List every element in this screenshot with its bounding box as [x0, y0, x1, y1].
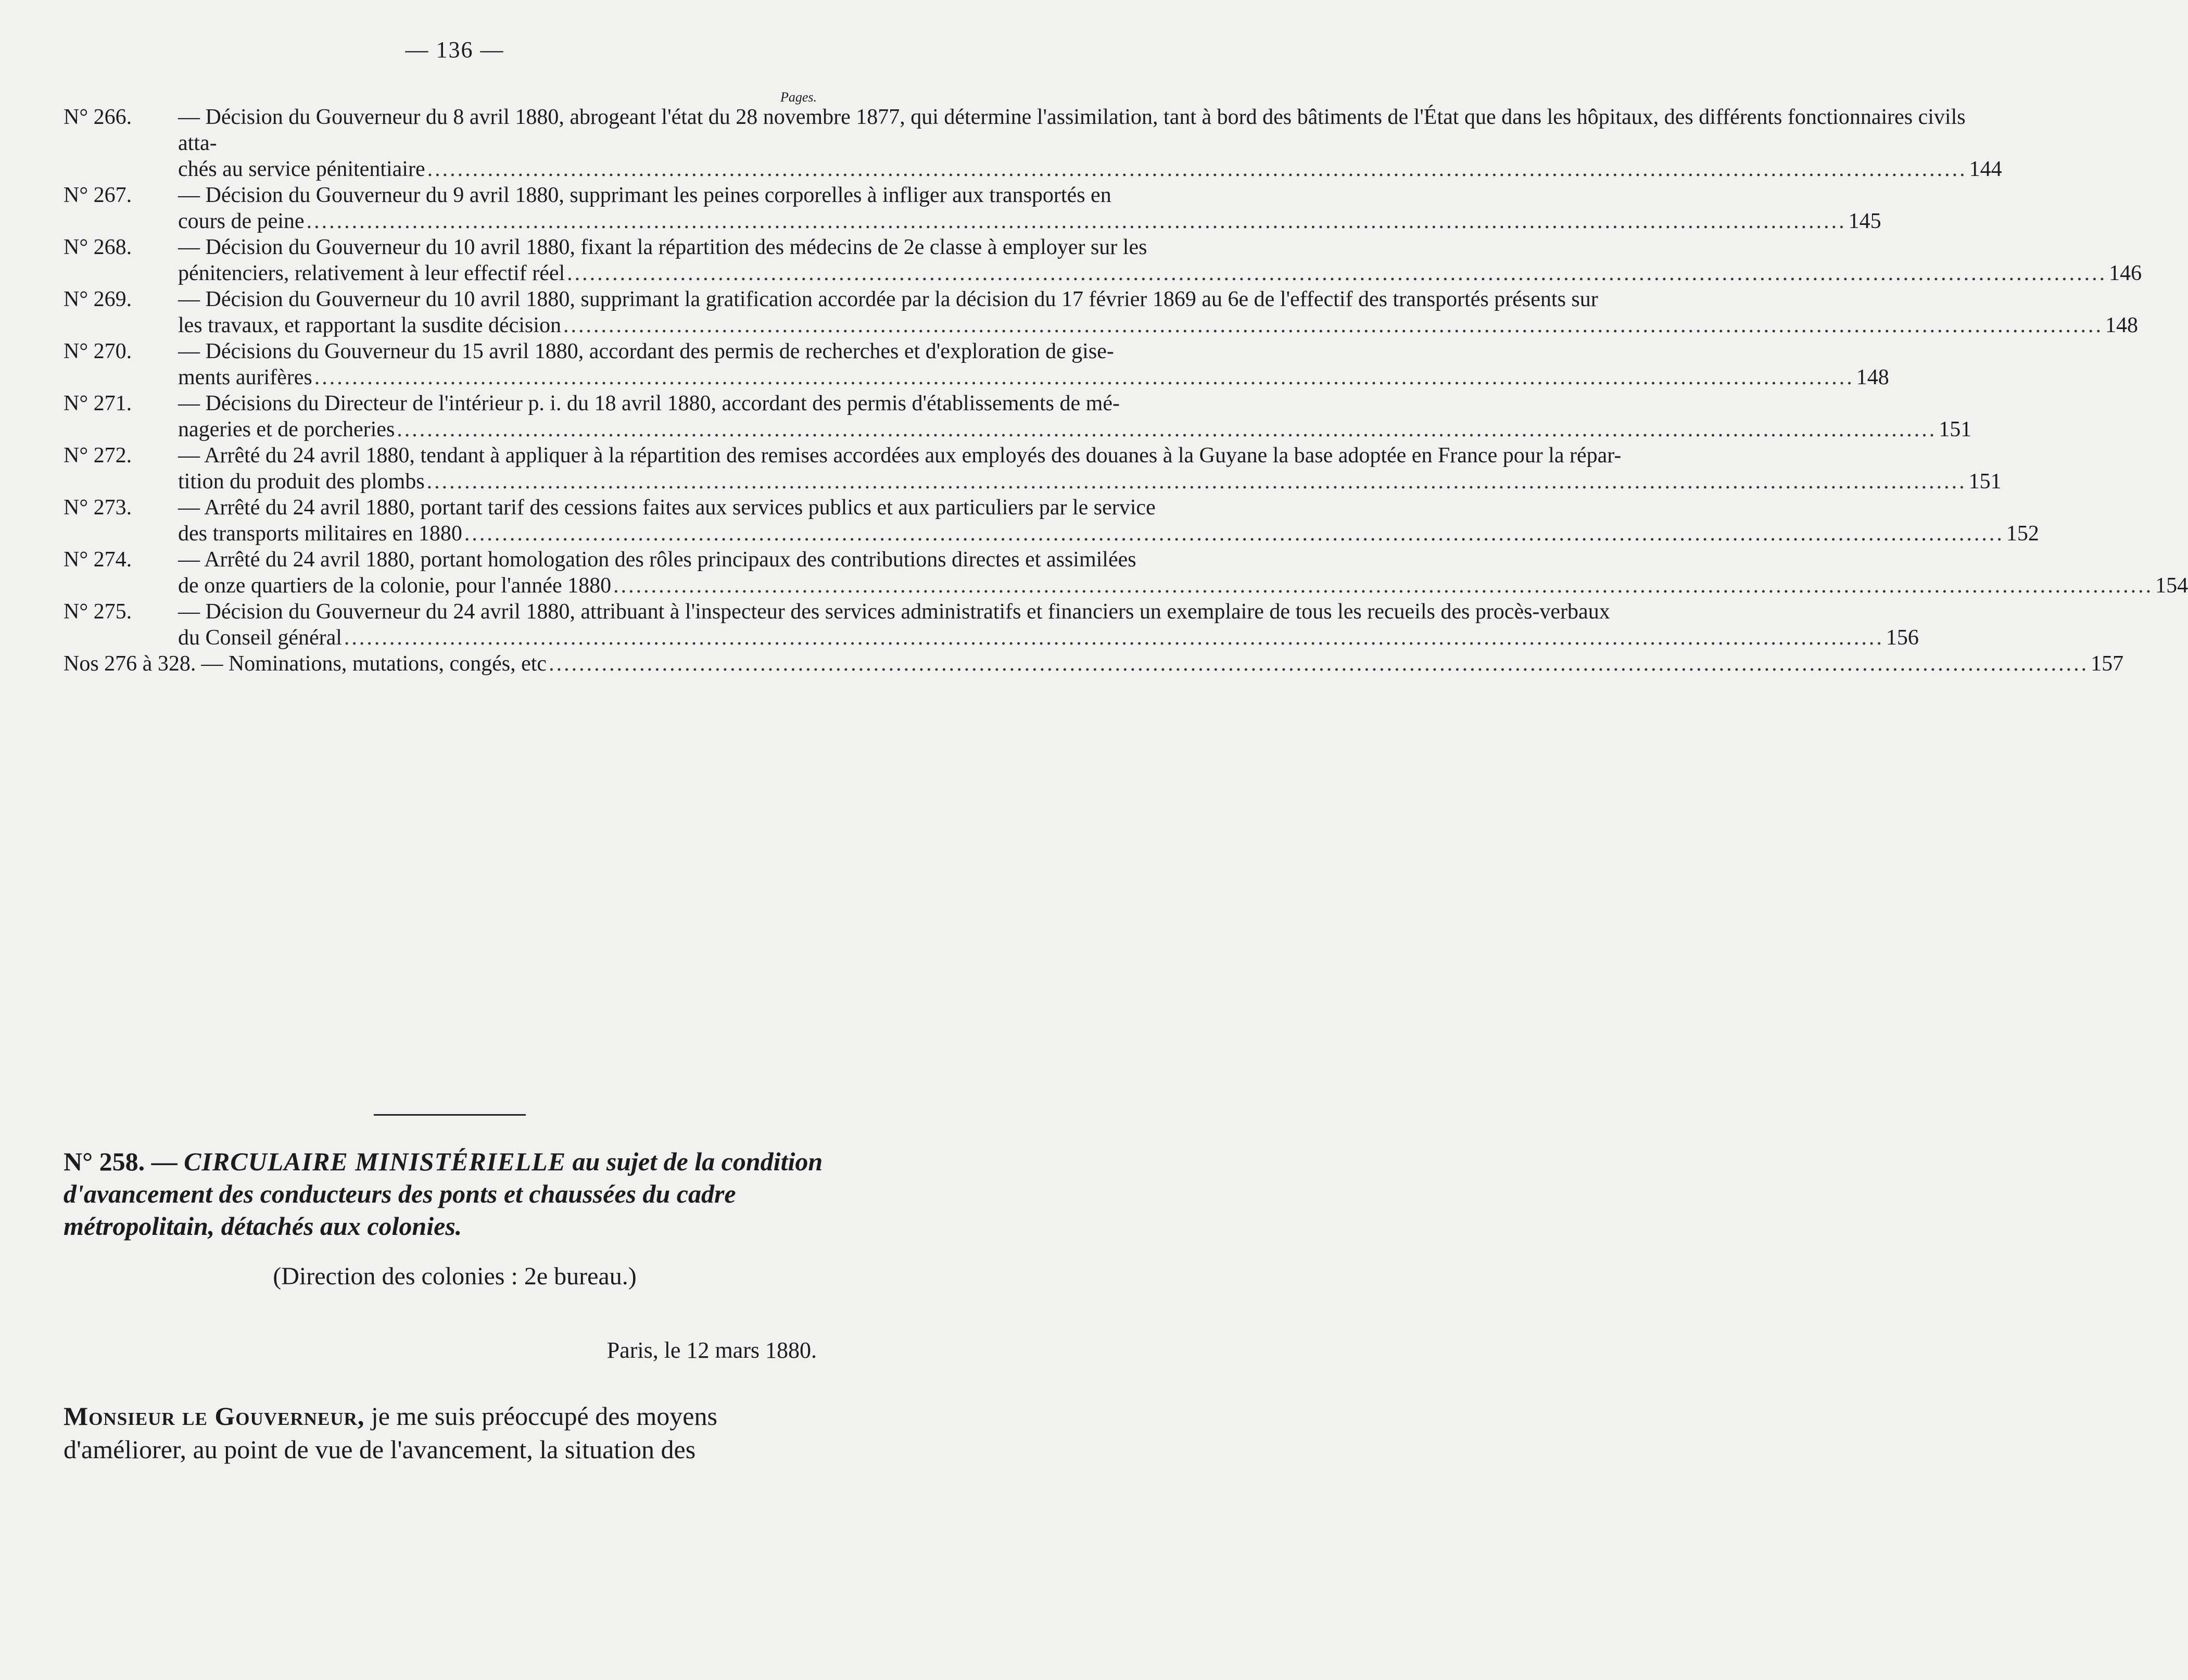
toc-entry: [64, 443, 2002, 495]
salutation: Monsieur le Gouverneur,: [64, 1401, 365, 1431]
toc-entry-body: [178, 286, 2138, 338]
toc-entry-page: 154: [2155, 574, 2188, 598]
toc-entry-number: N° 266.: [64, 105, 132, 129]
toc-entry-text: — Décisions du Directeur de l'intérieur p. i. du 18 avril 1880, accordant des permis d'établissements de mé-: [178, 391, 1120, 415]
dot-leader: [427, 156, 1967, 182]
dot-leader: [613, 573, 2153, 599]
pages-column-label: Pages.: [780, 90, 817, 105]
toc-entry-lastline: [178, 416, 1971, 443]
toc-entry-number: N° 272.: [64, 444, 132, 468]
dot-leader: [563, 312, 2103, 338]
toc-entry-page: 148: [1856, 365, 1889, 389]
toc-entry-page: 145: [1848, 209, 1881, 233]
toc-entry-text: — Décision du Gouverneur du 10 avril 1880, fixant la répartition des médecins de 2e classe à employer sur les: [178, 235, 1147, 259]
dot-leader: [567, 260, 2107, 286]
letter-text: je me suis préoccupé des moyens d'améliorer, au point de vue de l'avancement, la situation des: [64, 1401, 717, 1464]
toc-entry-page: 156: [1886, 626, 1919, 650]
article-separator: —: [145, 1147, 184, 1176]
toc-entry-lastline-text: des transports militaires en 1880: [178, 522, 462, 546]
toc-entry-lastline-text: tition du produit des plombs: [178, 470, 425, 494]
toc-entry-page: 146: [2109, 261, 2142, 285]
article-type: CIRCULAIRE MINISTÉRIELLE: [184, 1147, 566, 1176]
toc-entry-lastline: [178, 156, 2002, 182]
toc-entry-text: — Arrêté du 24 avril 1880, portant tarif des cessions faites aux services publics et aux particuliers par le service: [178, 496, 1156, 520]
toc-entry-body: [201, 651, 2123, 677]
toc-entry-lastline-text: pénitenciers, relativement à leur effectif réel: [178, 261, 565, 285]
table-of-contents: [64, 104, 2188, 677]
toc-entry-text: — Décisions du Gouverneur du 15 avril 1880, accordant des permis de recherches et d'exploration de gise-: [178, 339, 1114, 363]
toc-entry-lastline: [178, 364, 1889, 390]
page-number: — 136 —: [405, 37, 504, 62]
dot-leader: [314, 364, 1854, 390]
toc-entry-number: N° 275.: [64, 600, 132, 624]
toc-entry-lastline-text: nageries et de porcheries: [178, 418, 395, 441]
toc-entry-body: [178, 234, 2142, 286]
toc-entry-page: 157: [2091, 652, 2124, 676]
toc-entry: [64, 182, 1881, 234]
toc-entry-body: [178, 495, 2039, 547]
toc-entry-page: 148: [2105, 313, 2138, 337]
article-subject: au sujet de la condition d'avancement des conducteurs des ponts et chaussées du cadre métropolitain, détachés aux colonies.: [64, 1147, 823, 1241]
article-number: N° 258.: [64, 1147, 145, 1176]
toc-entry-number: N° 267.: [64, 183, 132, 207]
toc-entry-number: N° 269.: [64, 287, 132, 311]
toc-entry-lastline-text: du Conseil général: [178, 626, 342, 650]
letter-body: [64, 1399, 844, 1466]
toc-entry-text: — Décision du Gouverneur du 10 avril 1880, supprimant la gratification accordée par la décision du 17 février 1869 au 6e de l'effectif des transportés présents sur: [178, 287, 1598, 311]
toc-entry-text: — Décision du Gouverneur du 9 avril 1880, supprimant les peines corporelles à infliger aux transportés en: [178, 183, 1111, 207]
toc-entry-body: [178, 547, 2188, 599]
toc-entry-lastline: [178, 208, 1881, 234]
toc-entry: [64, 234, 2142, 286]
dot-leader: [464, 521, 2004, 547]
dot-leader: [344, 625, 1884, 651]
toc-entry-body: [178, 104, 2002, 182]
toc-entry: [64, 286, 2138, 338]
toc-entry-text: — Arrêté du 24 avril 1880, tendant à appliquer à la répartition des remises accordées aux employés des douanes à la Guyane la base adoptée en France pour la répar-: [178, 444, 1622, 468]
toc-entry-lastline-text: — Nominations, mutations, congés, etc: [201, 652, 547, 676]
toc-entry-page: 144: [1969, 157, 2002, 181]
toc-entry-lastline-text: ments aurifères: [178, 365, 312, 389]
direction-line: (Direction des colonies : 2e bureau.): [273, 1262, 637, 1290]
toc-entry-lastline: [178, 625, 1919, 651]
toc-entry-lastline-text: les travaux, et rapportant la susdite décision: [178, 313, 561, 337]
dot-leader: [397, 416, 1937, 443]
toc-entry-body: [178, 338, 1889, 390]
toc-entry-page: 152: [2006, 522, 2039, 546]
toc-entry-body: [178, 182, 1881, 234]
toc-entry-number: N° 270.: [64, 339, 132, 363]
toc-entry-number: N° 274.: [64, 548, 132, 572]
toc-entry-lastline: [178, 573, 2188, 599]
toc-entry: [64, 338, 1889, 390]
toc-entry: [64, 547, 2188, 599]
toc-entry: [64, 104, 2002, 182]
toc-entry-lastline-text: chés au service pénitentiaire: [178, 157, 425, 181]
toc-entry: [64, 651, 2124, 677]
toc-entry-body: [178, 390, 1971, 443]
dateline: Paris, le 12 mars 1880.: [606, 1337, 817, 1363]
toc-entry-lastline: [178, 260, 2142, 286]
toc-entry-lastline: [178, 312, 2138, 338]
dot-leader: [307, 208, 1846, 234]
toc-entry: [64, 495, 2039, 547]
toc-entry-page: 151: [1939, 418, 1972, 441]
toc-entry-text: — Décision du Gouverneur du 24 avril 1880, attribuant à l'inspecteur des services administratifs et financiers un exemplaire de tous les recueils des procès-verbaux: [178, 600, 1610, 624]
toc-entry: [64, 390, 1972, 443]
section-divider: [374, 1114, 526, 1116]
toc-entry-number: N° 268.: [64, 235, 132, 259]
toc-entry-lastline: [201, 651, 2123, 677]
toc-entry: [64, 599, 1919, 651]
toc-entry-number: N° 273.: [64, 496, 132, 520]
toc-entry-text: — Arrêté du 24 avril 1880, portant homologation des rôles principaux des contributions directes et assimilées: [178, 548, 1136, 572]
toc-entry-lastline-text: cours de peine: [178, 209, 305, 233]
toc-entry-number: N° 271.: [64, 391, 132, 415]
toc-entry-lastline: [178, 521, 2039, 547]
toc-entry-body: [178, 443, 2002, 495]
dot-leader: [549, 651, 2089, 677]
toc-entry-page: 151: [1968, 470, 2002, 494]
dot-leader: [427, 469, 1967, 495]
toc-entry-lastline: [178, 469, 2002, 495]
toc-entry-body: [178, 599, 1919, 651]
toc-entry-number: Nos 276 à 328.: [64, 652, 196, 676]
toc-entry-lastline-text: de onze quartiers de la colonie, pour l'année 1880: [178, 574, 612, 598]
toc-entry-text: — Décision du Gouverneur du 8 avril 1880, abrogeant l'état du 28 novembre 1877, qui détermine l'assimilation, tant à bord des bâtiments de l'État que dans les hôpitaux, des différents fonctionnaires civils atta-: [178, 105, 1966, 155]
article-heading: [64, 1145, 844, 1242]
